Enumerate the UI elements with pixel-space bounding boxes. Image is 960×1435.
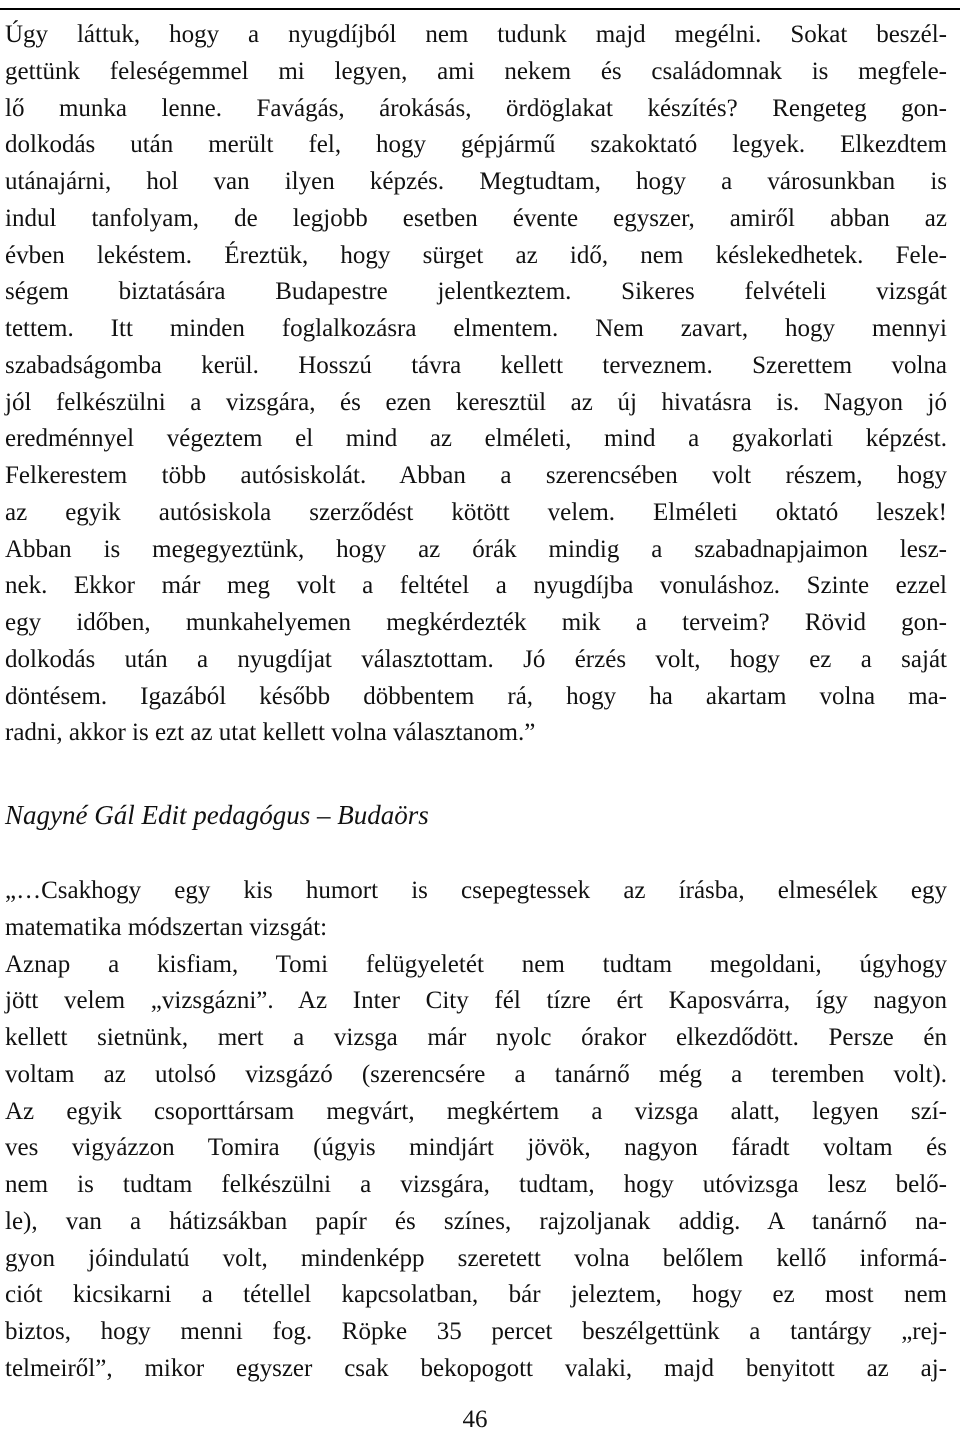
text-line: ciót kicsikarni a tétellel kapcsolatban, bár jeleztem, hogy ez most nem xyxy=(5,1281,947,1309)
text-line: döntésem. Igazából később döbbentem rá, hogy ha akartam volna ma- xyxy=(5,682,947,710)
text-line: kellett sietnünk, mert a vizsga már nyolc órakor elkezdődött. Persze én xyxy=(5,1024,947,1051)
text-line: évben lekéstem. Éreztük, hogy sürget az idő, nem késlekedhetek. Fele- xyxy=(5,241,947,269)
text-line: le), van a hátizsákban papír és színes, rajzoljanak addig. A tanárnő na- xyxy=(5,1207,947,1235)
text-line: tettem. Itt minden foglalkozásra elmentem. Nem zavart, hogy mennyi xyxy=(5,315,947,342)
text-line: telmeiről”, mikor egyszer csak bekopogott valaki, majd benyitott az aj- xyxy=(5,1354,947,1382)
text-line: Felkerestem több autósiskolát. Abban a szerencsében volt részem, hogy xyxy=(5,462,947,489)
text-line: nek. Ekkor már meg volt a feltétel a nyugdíjba vonuláshoz. Szinte ezzel xyxy=(5,572,947,600)
text-line: gettünk feleségemmel mi legyen, ami nekem és családomnak is megfele- xyxy=(5,57,947,85)
text-line: voltam az utolsó vizsgázó (szerencsére a tanárnő még a teremben volt). xyxy=(5,1060,947,1088)
text-line: „…Csakhogy egy kis humort is csepegtessek az írásba, elmesélek egy xyxy=(5,877,947,904)
text-line: Aznap a kisfiam, Tomi felügyeletét nem tudtam megoldani, úgyhogy xyxy=(5,950,947,978)
text-line: indul tanfolyam, de legjobb esetben évente egyszer, amiről abban az xyxy=(5,204,947,232)
text-line: az egyik autósiskola szerződést kötött velem. Elméleti oktató leszek! xyxy=(5,498,947,526)
text-line: Az egyik csoporttársam megvárt, megkértem a vizsga alatt, legyen szí- xyxy=(5,1097,947,1125)
text-line: utánajárni, hol van ilyen képzés. Megtudtam, hogy a városunkban is xyxy=(5,168,947,195)
text-line: matematika módszertan vizsgát: xyxy=(5,913,328,941)
text-line: dolkodás után merült fel, hogy gépjármű szakoktató legyek. Elkezdtem xyxy=(5,131,947,159)
text-line: jött velem „vizsgázni”. Az Inter City fél tízre ért Kaposvárra, így nagyon xyxy=(5,987,947,1015)
text-line: jól felkészülni a vizsgára, és ezen keresztül az új hivatásra is. Nagyon jó xyxy=(5,388,947,416)
page-number: 46 xyxy=(462,1406,488,1433)
text-line: dolkodás után a nyugdíjat választottam. Jó érzés volt, hogy ez a saját xyxy=(5,645,947,673)
text-line: egy időben, munkahelyemen megkérdezték mik a terveim? Rövid gon- xyxy=(5,609,947,636)
text-line: nem is tudtam felkészülni a vizsgára, tudtam, hogy utóvizsga lesz belő- xyxy=(5,1171,947,1198)
text-line: gyon jóindulatú volt, mindenképp szeretett volna belőlem kellő informá- xyxy=(5,1244,947,1272)
text-line: ves vigyázzon Tomira (úgyis mindjárt jövök, nagyon fáradt voltam és xyxy=(5,1134,947,1162)
text-line: biztos, hogy menni fog. Röpke 35 percet beszélgettünk a tantárgy „rej- xyxy=(5,1318,947,1345)
text-line: lő munka lenne. Favágás, árokásás, ördöglakat készítés? Rengeteg gon- xyxy=(5,94,947,122)
text-line: radni, akkor is ezt az utat kellett volna választanom.” xyxy=(5,719,536,747)
text-line: Abban is megegyeztünk, hogy az órák mindig a szabadnapjaimon lesz- xyxy=(5,535,947,563)
author-byline: Nagyné Gál Edit pedagógus – Budaörs xyxy=(5,800,429,830)
paragraph-1 xyxy=(5,17,947,752)
paragraph-2 xyxy=(5,873,947,1388)
text-line: szabadságomba kerül. Hosszú távra kellett terveznem. Szerettem volna xyxy=(5,351,947,379)
text-line: Úgy láttuk, hogy a nyugdíjból nem tudunk majd megélni. Sokat beszél- xyxy=(5,21,947,48)
text-line: eredménnyel végeztem el mind az elméleti, mind a gyakorlati képzést. xyxy=(5,425,947,453)
header-rule xyxy=(0,8,960,10)
text-line: ségem biztatására Budapestre jelentkeztem. Sikeres felvételi vizsgát xyxy=(5,278,947,306)
